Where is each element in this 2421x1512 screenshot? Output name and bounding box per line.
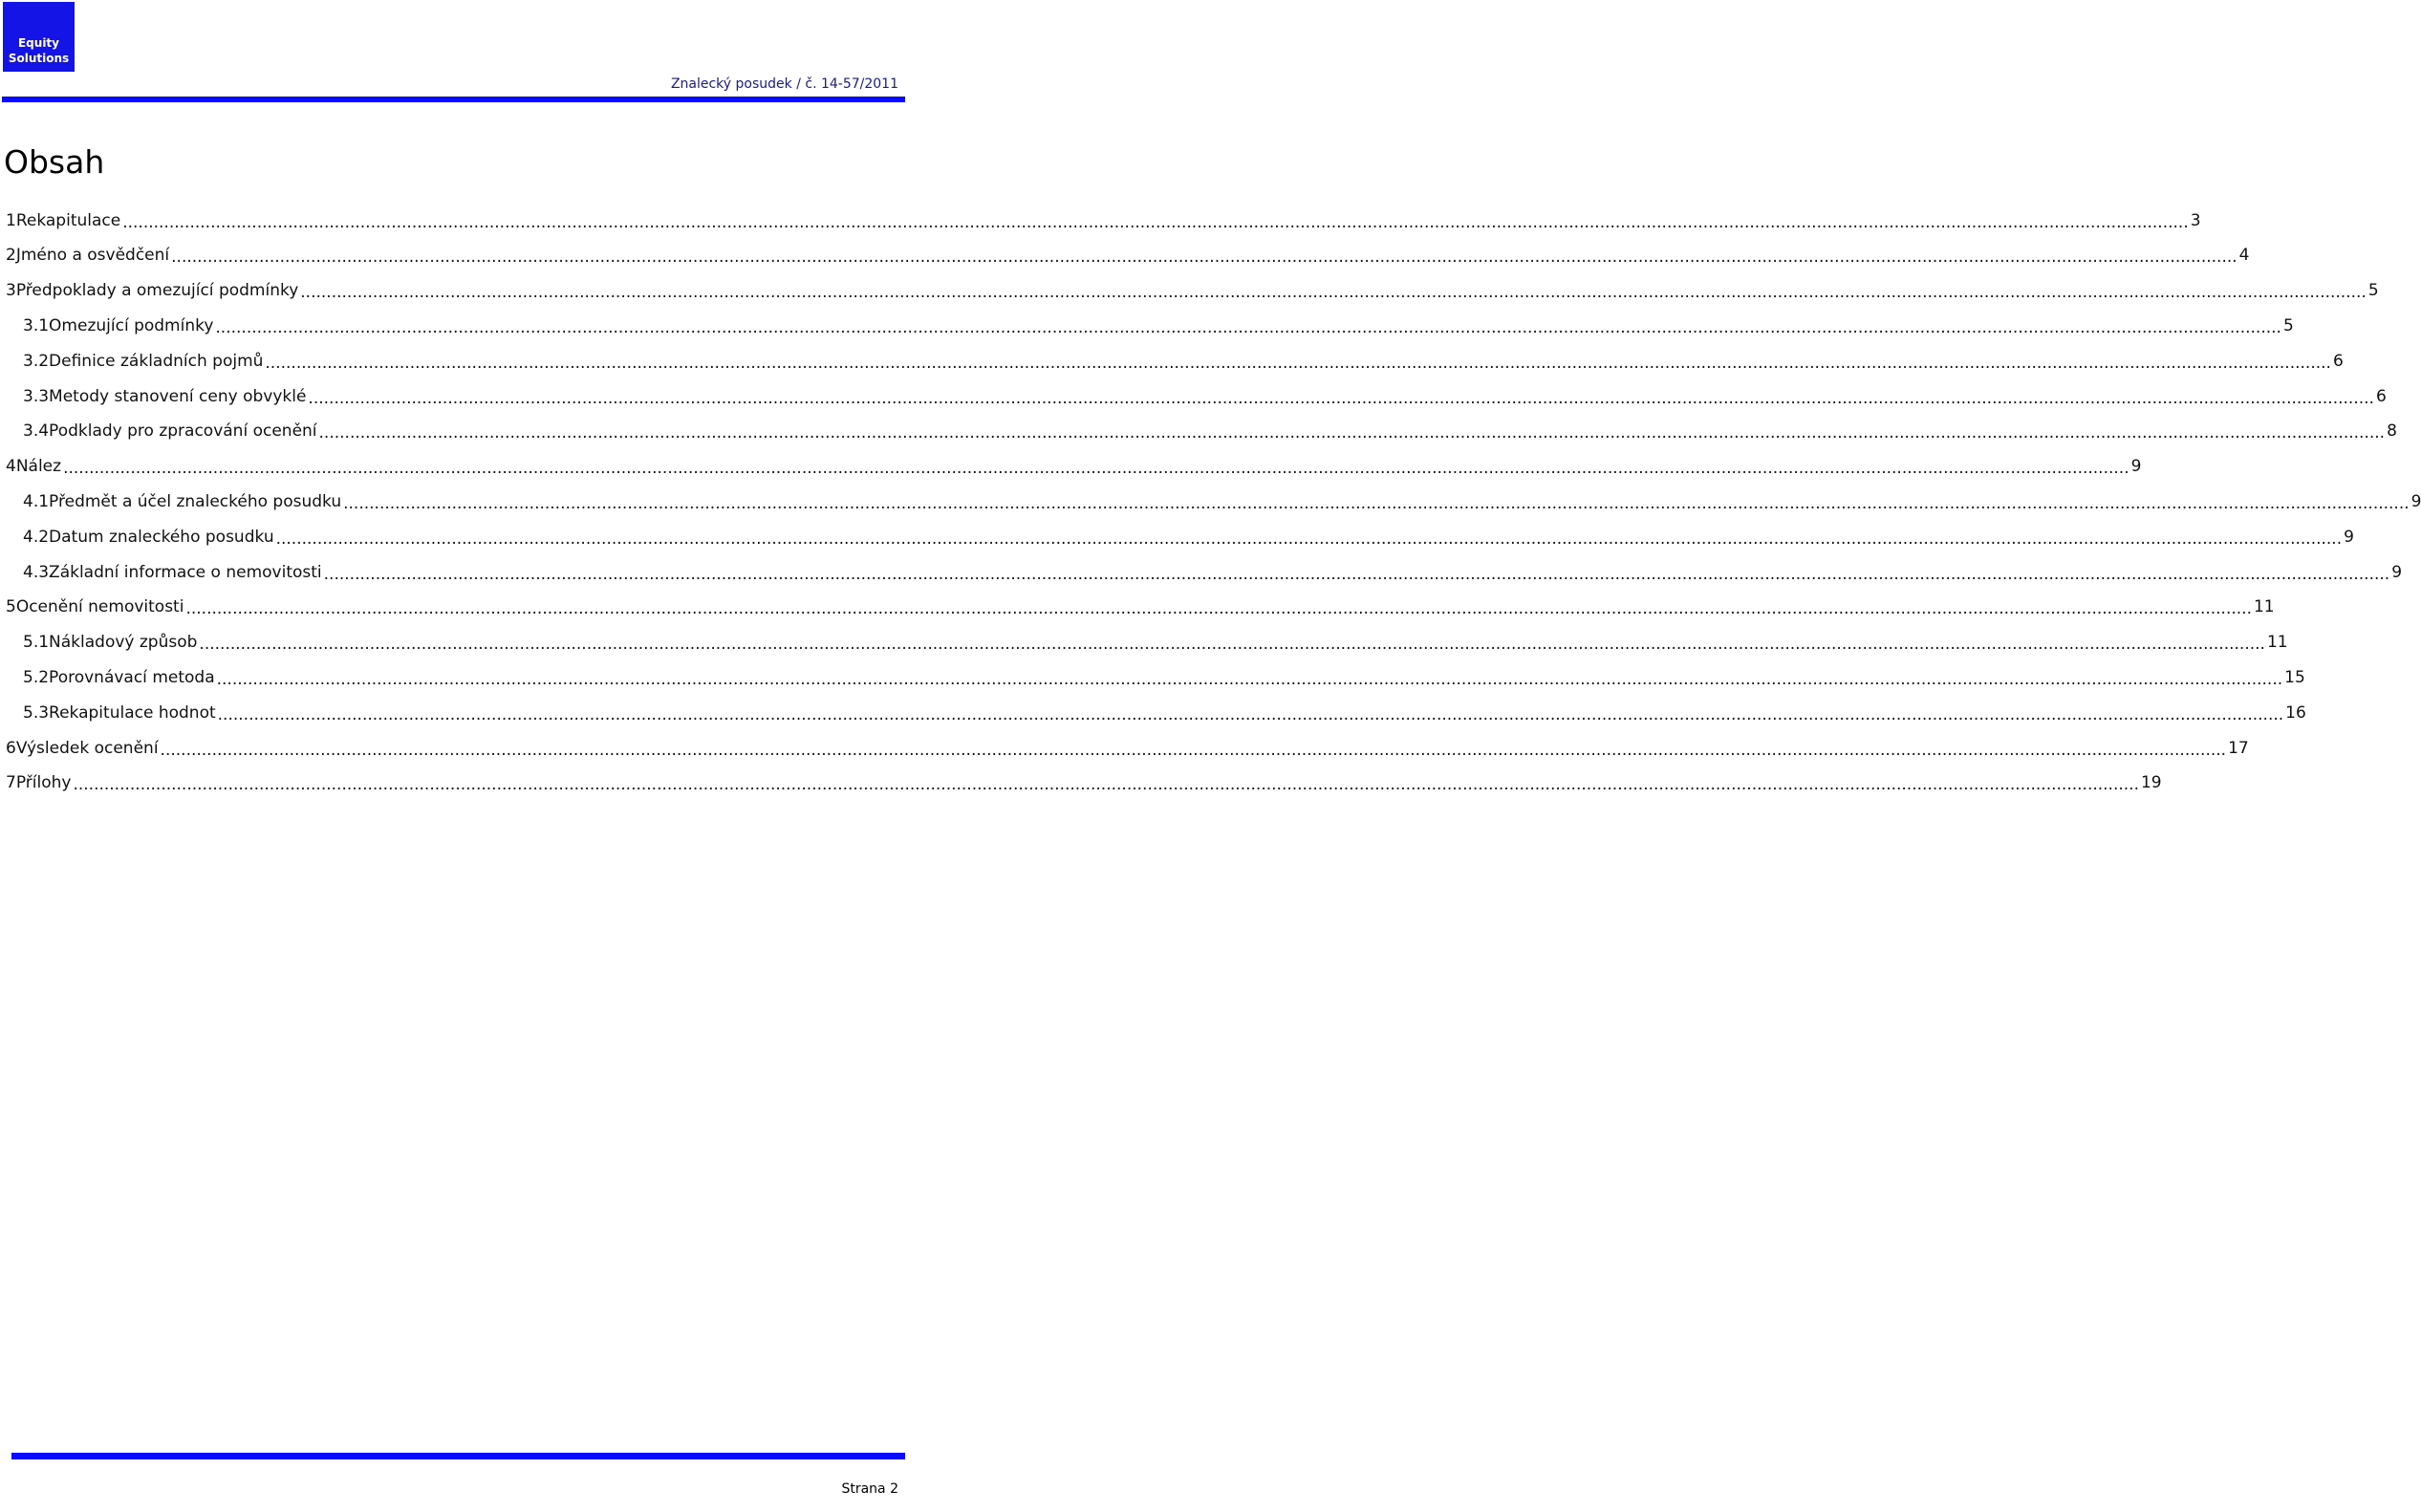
- toc-entry[interactable]: [23, 695, 2306, 730]
- toc-dot-leader: ................................................................................................................................................................................................................................................................................................................................................................................................................: [122, 212, 2189, 232]
- toc-entry-page: 5: [2367, 281, 2379, 301]
- toc-dot-leader: ................................................................................................................................................................................................................................................................................................................................................................................................................: [216, 669, 2283, 689]
- toc-dot-leader: ................................................................................................................................................................................................................................................................................................................................................................................................................: [171, 248, 2237, 268]
- toc-entry-title: Jméno a osvědčení: [15, 246, 170, 266]
- toc-dot-leader: ................................................................................................................................................................................................................................................................................................................................................................................................................: [73, 775, 2139, 795]
- toc-entry-page: 8: [2387, 421, 2397, 442]
- toc-dot-leader: ................................................................................................................................................................................................................................................................................................................................................................................................................: [160, 740, 2227, 760]
- toc-entry-number: 6: [6, 738, 16, 758]
- toc-entry-page: 3: [2190, 210, 2201, 230]
- toc-entry-title: Nákladový způsob: [49, 633, 198, 653]
- toc-entry-page: 9: [2130, 457, 2142, 477]
- toc-entry[interactable]: [6, 203, 2201, 238]
- toc-entry-page: 11: [2253, 597, 2275, 617]
- toc-entry-page: 5: [2282, 315, 2294, 335]
- toc-dot-leader: ................................................................................................................................................................................................................................................................................................................................................................................................................: [300, 283, 2367, 303]
- toc-dot-leader: ................................................................................................................................................................................................................................................................................................................................................................................................................: [215, 317, 2281, 337]
- toc-entry-page: 16: [2285, 702, 2306, 723]
- toc-entry-title: Výsledek ocenění: [15, 738, 159, 758]
- page-number: Strana 2: [841, 1481, 898, 1497]
- toc-dot-leader: ................................................................................................................................................................................................................................................................................................................................................................................................................: [199, 635, 2265, 655]
- toc-entry[interactable]: [23, 484, 2421, 519]
- document-reference: Znalecký posudek / č. 14-57/2011: [670, 76, 898, 92]
- toc-entry-page: 6: [2375, 386, 2387, 406]
- toc-entry-number: 3.3: [23, 386, 50, 406]
- toc-entry[interactable]: [6, 273, 2379, 309]
- toc-dot-leader: ................................................................................................................................................................................................................................................................................................................................................................................................................: [217, 704, 2284, 724]
- toc-entry-page: 15: [2284, 667, 2305, 687]
- toc-entry-title: Rekapitulace: [15, 210, 121, 230]
- toc-entry-number: 3.2: [23, 351, 50, 371]
- toc-entry[interactable]: [23, 414, 2397, 449]
- toc-entry-page: 17: [2228, 738, 2249, 758]
- toc-dot-leader: ................................................................................................................................................................................................................................................................................................................................................................................................................: [275, 529, 2343, 549]
- toc-entry-page: 9: [2344, 527, 2354, 547]
- toc-entry-number: 3.1: [23, 315, 50, 335]
- toc-entry-number: 3: [6, 281, 16, 301]
- logo-line-1: Equity: [17, 36, 59, 50]
- toc-entry-page: 9: [2410, 491, 2421, 511]
- header-rule: [2, 97, 905, 102]
- toc-dot-leader: ................................................................................................................................................................................................................................................................................................................................................................................................................: [185, 599, 2252, 619]
- toc-entry[interactable]: [6, 449, 2142, 485]
- toc-entry-title: Nález: [15, 457, 62, 477]
- toc-entry-title: Rekapitulace hodnot: [49, 702, 216, 723]
- toc-entry-page: 4: [2238, 246, 2250, 266]
- toc-entry-number: 2: [6, 246, 16, 266]
- toc-entry-number: 5: [6, 597, 16, 617]
- toc-entry-title: Základní informace o nemovitosti: [49, 562, 322, 582]
- toc-entry[interactable]: [6, 730, 2249, 766]
- toc-entry[interactable]: [23, 519, 2354, 554]
- toc-entry-number: 1: [6, 210, 16, 230]
- toc-entry[interactable]: [6, 238, 2250, 273]
- company-logo: [3, 2, 75, 72]
- toc-dot-leader: ................................................................................................................................................................................................................................................................................................................................................................................................................: [323, 564, 2390, 584]
- toc-entry-number: 5.3: [23, 702, 50, 723]
- toc-dot-leader: ................................................................................................................................................................................................................................................................................................................................................................................................................: [318, 423, 2386, 443]
- toc-entry-title: Definice základních pojmů: [49, 351, 264, 371]
- toc-entry-title: Předpoklady a omezující podmínky: [15, 281, 299, 301]
- toc-entry-number: 4.3: [23, 562, 50, 582]
- toc-entry-page: 9: [2391, 562, 2403, 582]
- toc-entry-page: 11: [2266, 633, 2288, 653]
- toc-entry-number: 4.1: [23, 491, 50, 511]
- toc-dot-leader: ................................................................................................................................................................................................................................................................................................................................................................................................................: [265, 353, 2331, 373]
- toc-dot-leader: ................................................................................................................................................................................................................................................................................................................................................................................................................: [63, 459, 2129, 479]
- page-title: Obsah: [4, 143, 105, 181]
- toc-entry-title: Porovnávací metoda: [49, 667, 215, 687]
- toc-entry[interactable]: [23, 343, 2344, 378]
- toc-entry[interactable]: [6, 590, 2275, 625]
- toc-entry[interactable]: [23, 308, 2294, 343]
- logo-line-2: Solutions: [8, 52, 70, 65]
- toc-entry-title: Omezující podmínky: [49, 315, 214, 335]
- toc-entry-title: Metody stanovení ceny obvyklé: [49, 386, 307, 406]
- toc-entry-page: 6: [2332, 351, 2344, 371]
- toc-entry-title: Podklady pro zpracování ocenění: [49, 421, 317, 442]
- toc-entry-title: Předmět a účel znaleckého posudku: [49, 491, 342, 511]
- toc-entry[interactable]: [23, 378, 2387, 414]
- toc-entry[interactable]: [6, 766, 2162, 801]
- toc-entry-number: 4: [6, 457, 16, 477]
- toc-entry-number: 5.1: [23, 633, 50, 653]
- toc-entry[interactable]: [23, 625, 2288, 660]
- toc-entry-title: Ocenění nemovitosti: [15, 597, 184, 617]
- footer-rule: [11, 1453, 905, 1459]
- toc-entry-number: 3.4: [23, 421, 50, 442]
- toc-entry[interactable]: [23, 554, 2403, 590]
- toc-dot-leader: ................................................................................................................................................................................................................................................................................................................................................................................................................: [308, 388, 2374, 408]
- toc-entry[interactable]: [23, 659, 2305, 695]
- toc-entry-number: 4.2: [23, 527, 50, 547]
- toc-entry-number: 7: [6, 773, 16, 793]
- toc-entry-title: Datum znaleckého posudku: [49, 527, 274, 547]
- toc-entry-title: Přílohy: [15, 773, 72, 793]
- toc-entry-number: 5.2: [23, 667, 50, 687]
- toc-entry-page: 19: [2140, 773, 2162, 793]
- toc-dot-leader: ................................................................................................................................................................................................................................................................................................................................................................................................................: [343, 493, 2410, 513]
